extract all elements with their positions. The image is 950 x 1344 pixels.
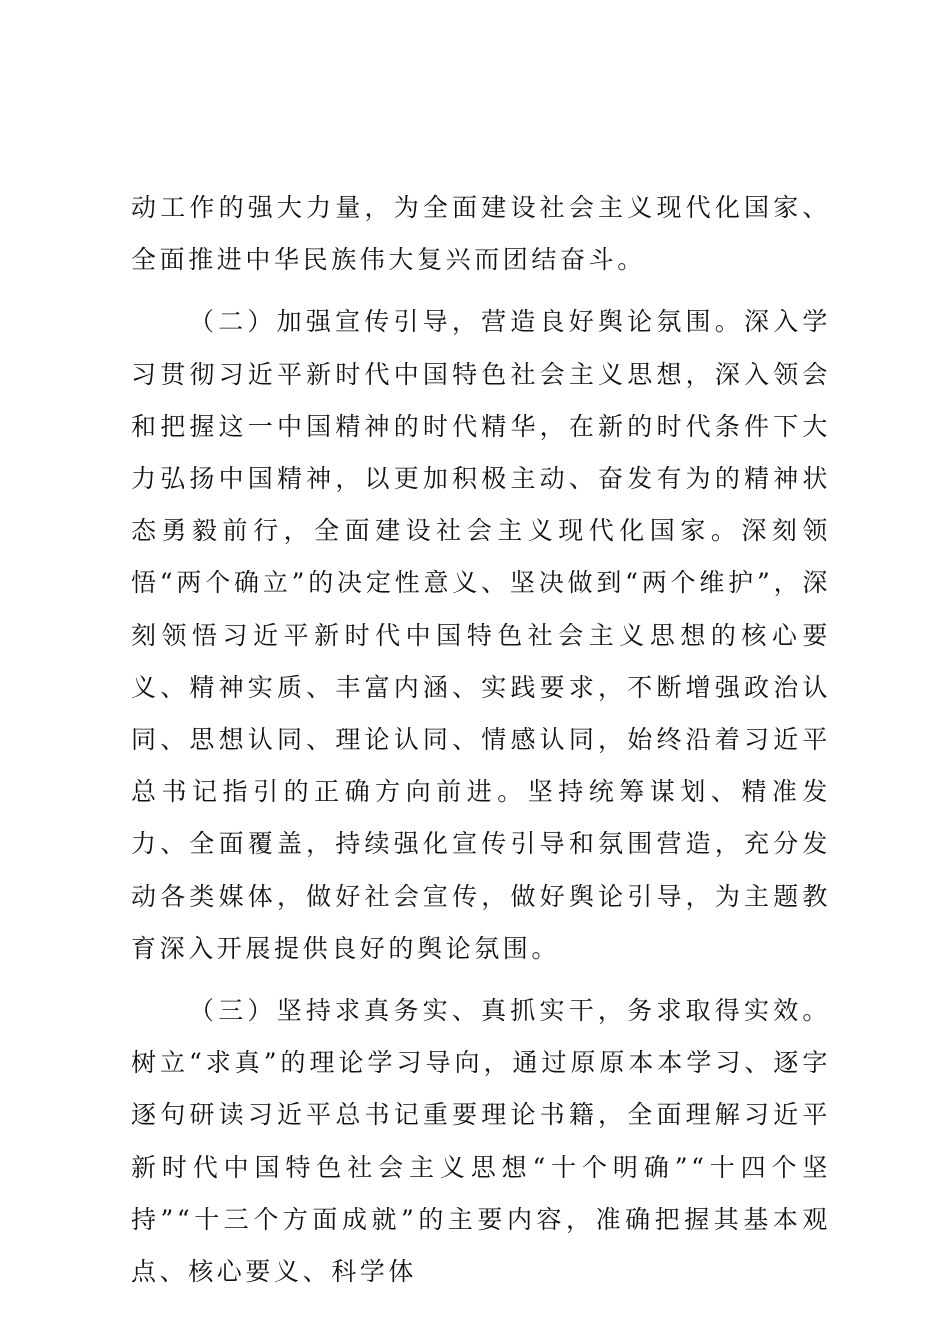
paragraph-section-3: （三）坚持求真务实、真抓实干，务求取得实效。树立“求真”的理论学习导向，通过原原本本学习、逐字逐句研读习近平总书记重要理论书籍，全面理解习近平新时代中国特色社会主义思想“十个明确”“十四个坚持”“十三个方面成就”的主要内容，准确把握其基本观点、核心要义、科学体 — [131, 996, 831, 1287]
paragraph-continuation: 动工作的强大力量，为全面建设社会主义现代化国家、全面推进中华民族伟大复兴而团结奋斗。 — [131, 193, 831, 275]
paragraph-section-2: （二）加强宣传引导，营造良好舆论氛围。深入学习贯彻习近平新时代中国特色社会主义思想，深入领会和把握这一中国精神的时代精华，在新的时代条件下大力弘扬中国精神，以更加积极主动、奋发有为的精神状态勇毅前行，全面建设社会主义现代化国家。深刻领悟“两个确立”的决定性意义、坚决做到“两个维护”，深刻领悟习近平新时代中国特色社会主义思想的核心要义、精神实质、丰富内涵、实践要求，不断增强政治认同、思想认同、理论认同、情感认同，始终沿着习近平总书记指引的正确方向前进。坚持统筹谋划、精准发力、全面覆盖，持续强化宣传引导和氛围营造，充分发动各类媒体，做好社会宣传，做好舆论引导，为主题教育深入开展提供良好的舆论氛围。 — [131, 307, 831, 963]
document-body — [131, 182, 831, 1298]
